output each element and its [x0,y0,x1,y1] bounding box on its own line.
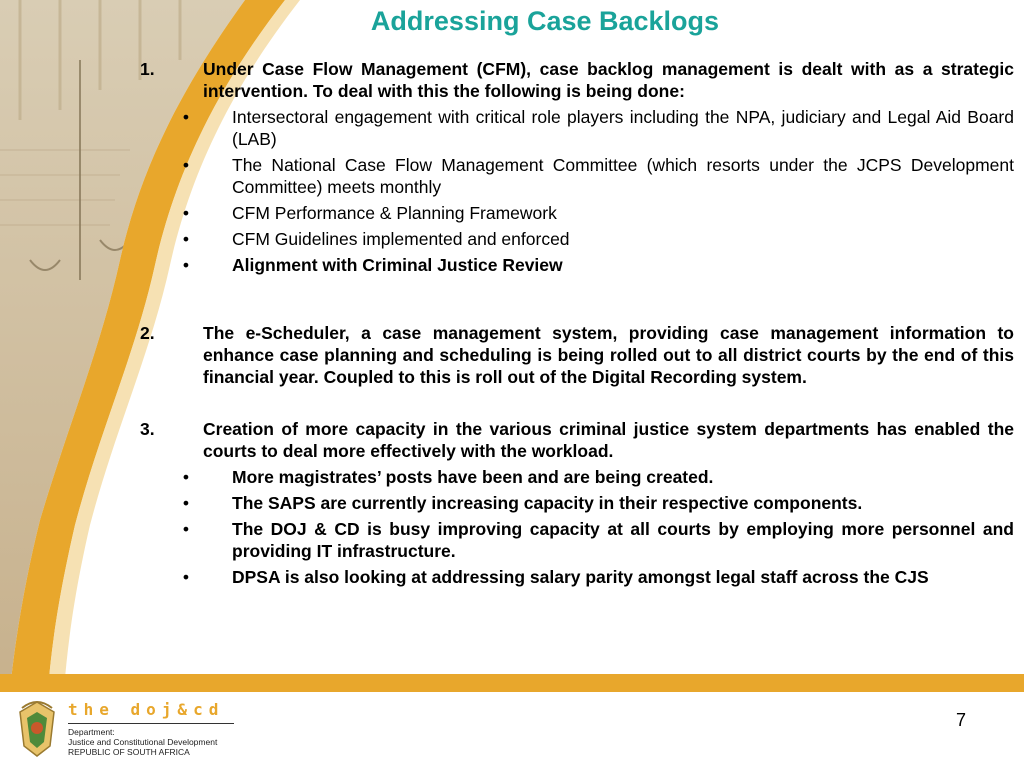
list-item [140,106,1014,150]
list-item [140,254,1014,276]
slide-title: Addressing Case Backlogs [370,6,720,36]
bullet-text: Intersectoral engagement with critical role players including the NPA, judiciary and Legal Aid Board (LAB) [232,107,1014,149]
bullet-text: CFM Performance & Planning Framework [232,203,557,223]
item-number: 2. [140,323,155,343]
bullet-icon: • [182,229,189,249]
bullet-icon: • [182,467,189,487]
bullet-icon: • [182,255,189,275]
bullet-text: DPSA is also looking at addressing salary parity amongst legal staff across the CJS [232,567,929,587]
list-item [140,492,1014,514]
coat-of-arms-icon [14,698,60,760]
bullet-list-1 [140,106,1014,276]
bullet-icon: • [182,567,189,587]
item-text: Creation of more capacity in the various criminal justice system departments has enabled the courts to deal more effectively with the workload. [203,419,1014,461]
slide-content [140,58,1014,592]
bullet-text: The DOJ & CD is busy improving capacity at all courts by employing more personnel and providing IT infrastructure. [232,519,1014,561]
logo-divider [68,723,234,724]
bullet-icon: • [182,203,189,223]
list-item [140,202,1014,224]
bullet-text: The National Case Flow Management Committee (which resorts under the JCPS Development Committee) meets monthly [232,155,1014,197]
bullet-text: Alignment with Criminal Justice Review [232,255,563,275]
item-text: Under Case Flow Management (CFM), case backlog management is dealt with as a strategic intervention. To deal with this the following is being done: [203,59,1014,101]
page-number: 7 [955,710,966,730]
footer-accent-band [0,674,1024,692]
item-number: 3. [140,419,155,439]
list-item [140,466,1014,488]
bullet-list-3 [140,466,1014,588]
numbered-item-3 [140,418,1014,462]
list-item [140,518,1014,562]
bullet-icon: • [182,155,189,175]
bullet-icon: • [182,107,189,127]
bullet-icon: • [182,519,189,539]
item-number: 1. [140,59,155,79]
numbered-item-1 [140,58,1014,102]
logo-wordmark: the doj&cd [68,700,225,719]
slide-footer [0,692,1024,768]
logo-department-text: Department: Justice and Constitutional Development REPUBLIC OF SOUTH AFRICA [68,727,218,757]
numbered-item-2 [140,322,1014,388]
list-item [140,154,1014,198]
list-item [140,228,1014,250]
bullet-icon: • [182,493,189,513]
list-item [140,566,1014,588]
bullet-text: The SAPS are currently increasing capacity in their respective components. [232,493,863,513]
bullet-text: More magistrates’ posts have been and are being created. [232,467,714,487]
item-text: The e-Scheduler, a case management system, providing case management information to enhance case planning and scheduling is being rolled out to all district courts by the end of this financial year. Coupled to this is roll out of the Digital Recording system. [203,323,1014,387]
bullet-text: CFM Guidelines implemented and enforced [232,229,570,249]
